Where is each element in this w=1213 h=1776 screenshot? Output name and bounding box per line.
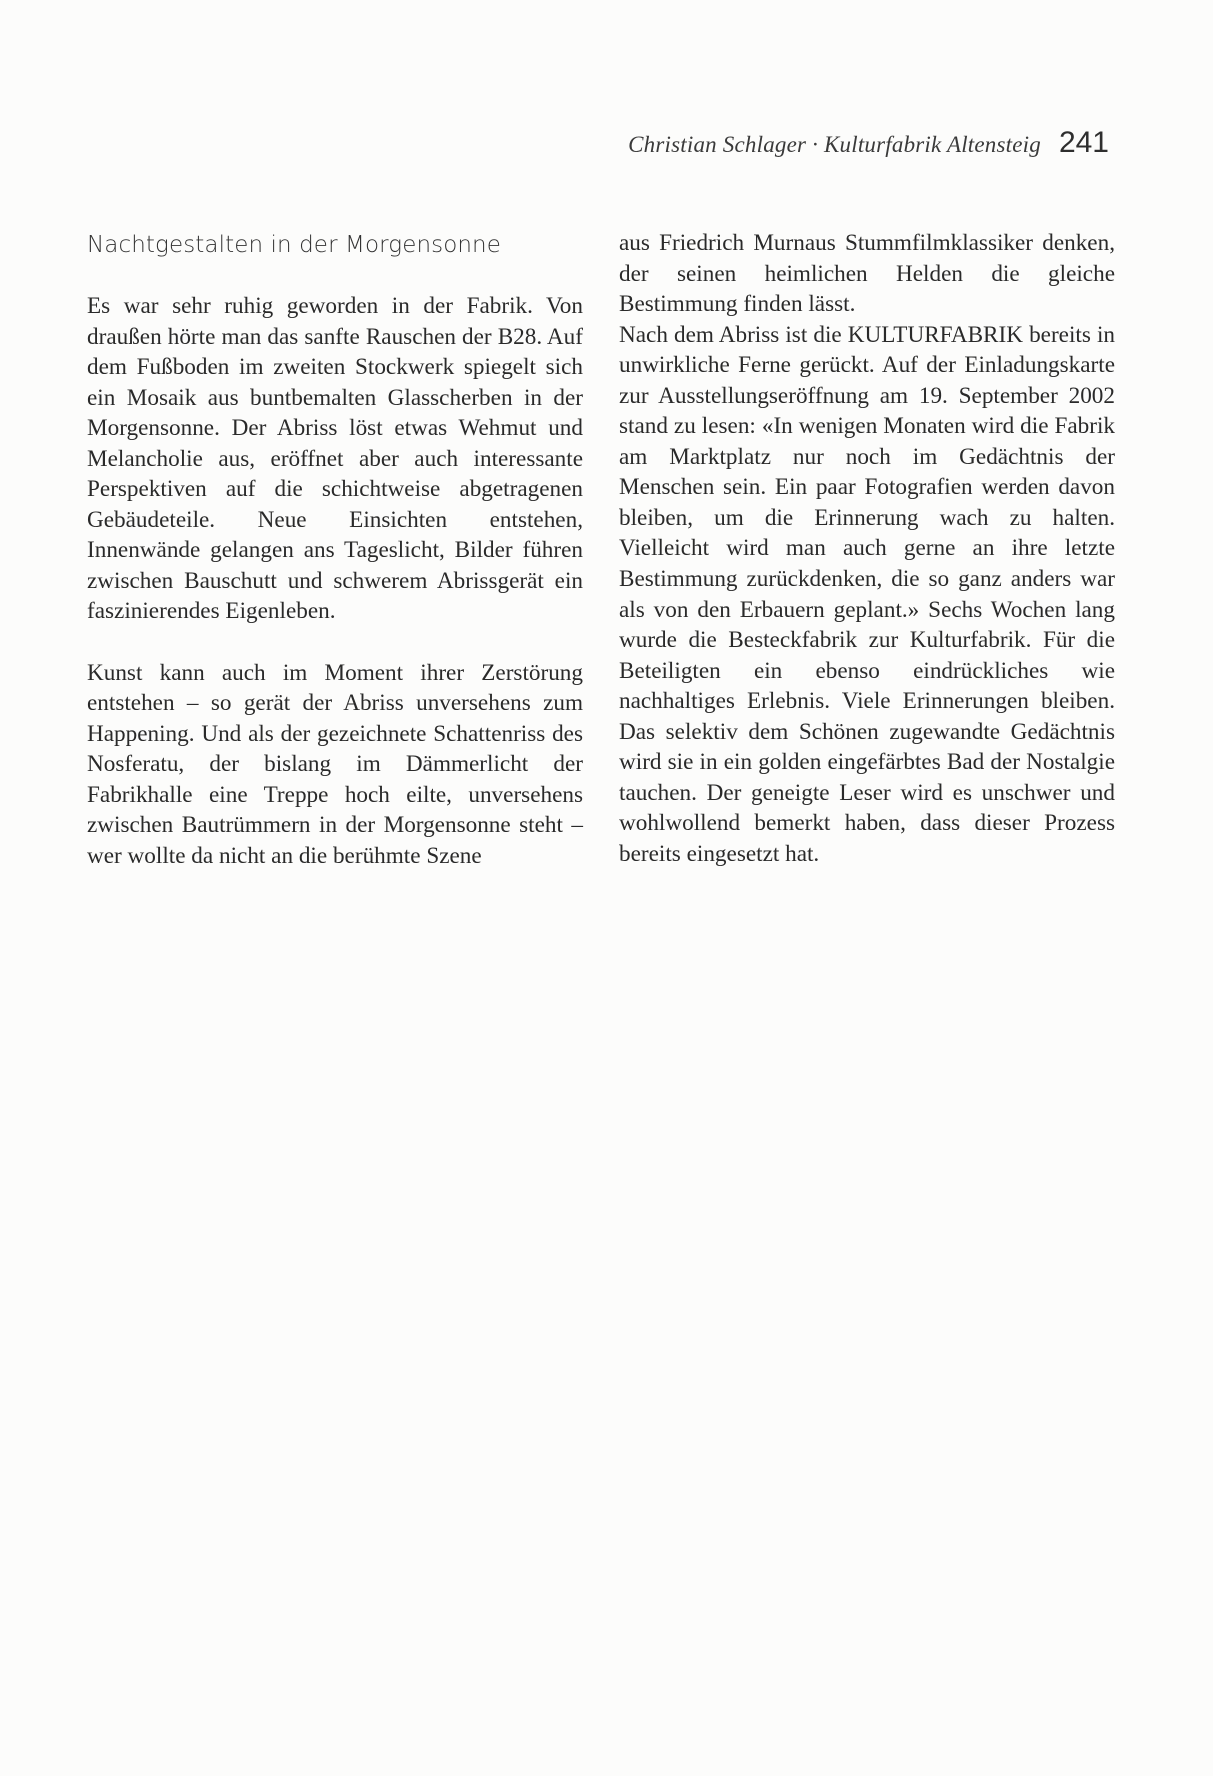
running-head <box>628 126 1109 160</box>
spacer <box>87 261 583 292</box>
spacer <box>87 627 583 658</box>
page-number: 241 <box>1058 126 1109 159</box>
paragraph: Es war sehr ruhig geworden in der Fabrik. Von draußen hörte man das sanfte Rauschen der B28. Auf dem Fußboden im zweiten Stockwerk spiegelt sich ein Mosaik aus buntbemalten Glasscherben in der Morgensonne. Der Abriss löst etwas Wehmut und Melancholie aus, eröffnet aber auch interessante Perspektiven auf die schichtweise abgetragenen Gebäudeteile. Neue Einsichten entstehen, Innenwände gelangen ans Tageslicht, Bilder führen zwischen Bauschutt und schwerem Abrissgerät ein faszinierendes Eigenleben. <box>87 293 583 625</box>
paragraph: Nach dem Abriss ist die KULTURFABRIK bereits in unwirkliche Ferne gerückt. Auf der Einladungskarte zur Ausstellungseröffnung am 19. September 2002 stand zu lesen: «In wenigen Monaten wird die Fabrik am Marktplatz nur noch im Gedächtnis der Menschen sein. Ein paar Fotografien werden davon bleiben, um die Erinnerung wach zu halten. Vielleicht wird man auch gerne an ihre letzte Bestimmung zurückdenken, die so ganz anders war als von den Erbauern geplant.» Sechs Wochen lang wurde die Besteckfabrik zur Kulturfabrik. Für die Beteiligten ein ebenso eindrückliches wie nachhaltiges Erlebnis. Viele Erinnerungen bleiben. Das selektiv dem Schönen zugewandte Gedächtnis wird sie in ein golden eingefärbtes Bad der Nostalgie tauchen. Der geneigte Leser wird es unschwer und wohlwollend bemerkt haben, dass dieser Prozess bereits eingesetzt hat. <box>619 321 1115 867</box>
paragraph: aus Friedrich Murnaus Stummfilmklassiker denken, der seinen heimlichen Helden die gleiche Bestimmung finden lässt. <box>619 230 1115 318</box>
left-column <box>87 228 583 871</box>
paragraph: Kunst kann auch im Moment ihrer Zerstörung entstehen – so gerät der Abriss unversehens zum Happening. Und als der gezeichnete Schattenriss des Nosferatu, der bislang im Dämmerlicht der Fabrikhalle eine Treppe hoch eilte, unversehens zwischen Bautrümmern in der Morgensonne steht – wer wollte da nicht an die berühmte Szene <box>87 659 583 869</box>
right-column <box>619 228 1115 869</box>
running-title: Christian Schlager · Kulturfabrik Altensteig <box>628 132 1041 157</box>
section-title: Nachtgestalten in der Morgensonne <box>87 232 501 258</box>
